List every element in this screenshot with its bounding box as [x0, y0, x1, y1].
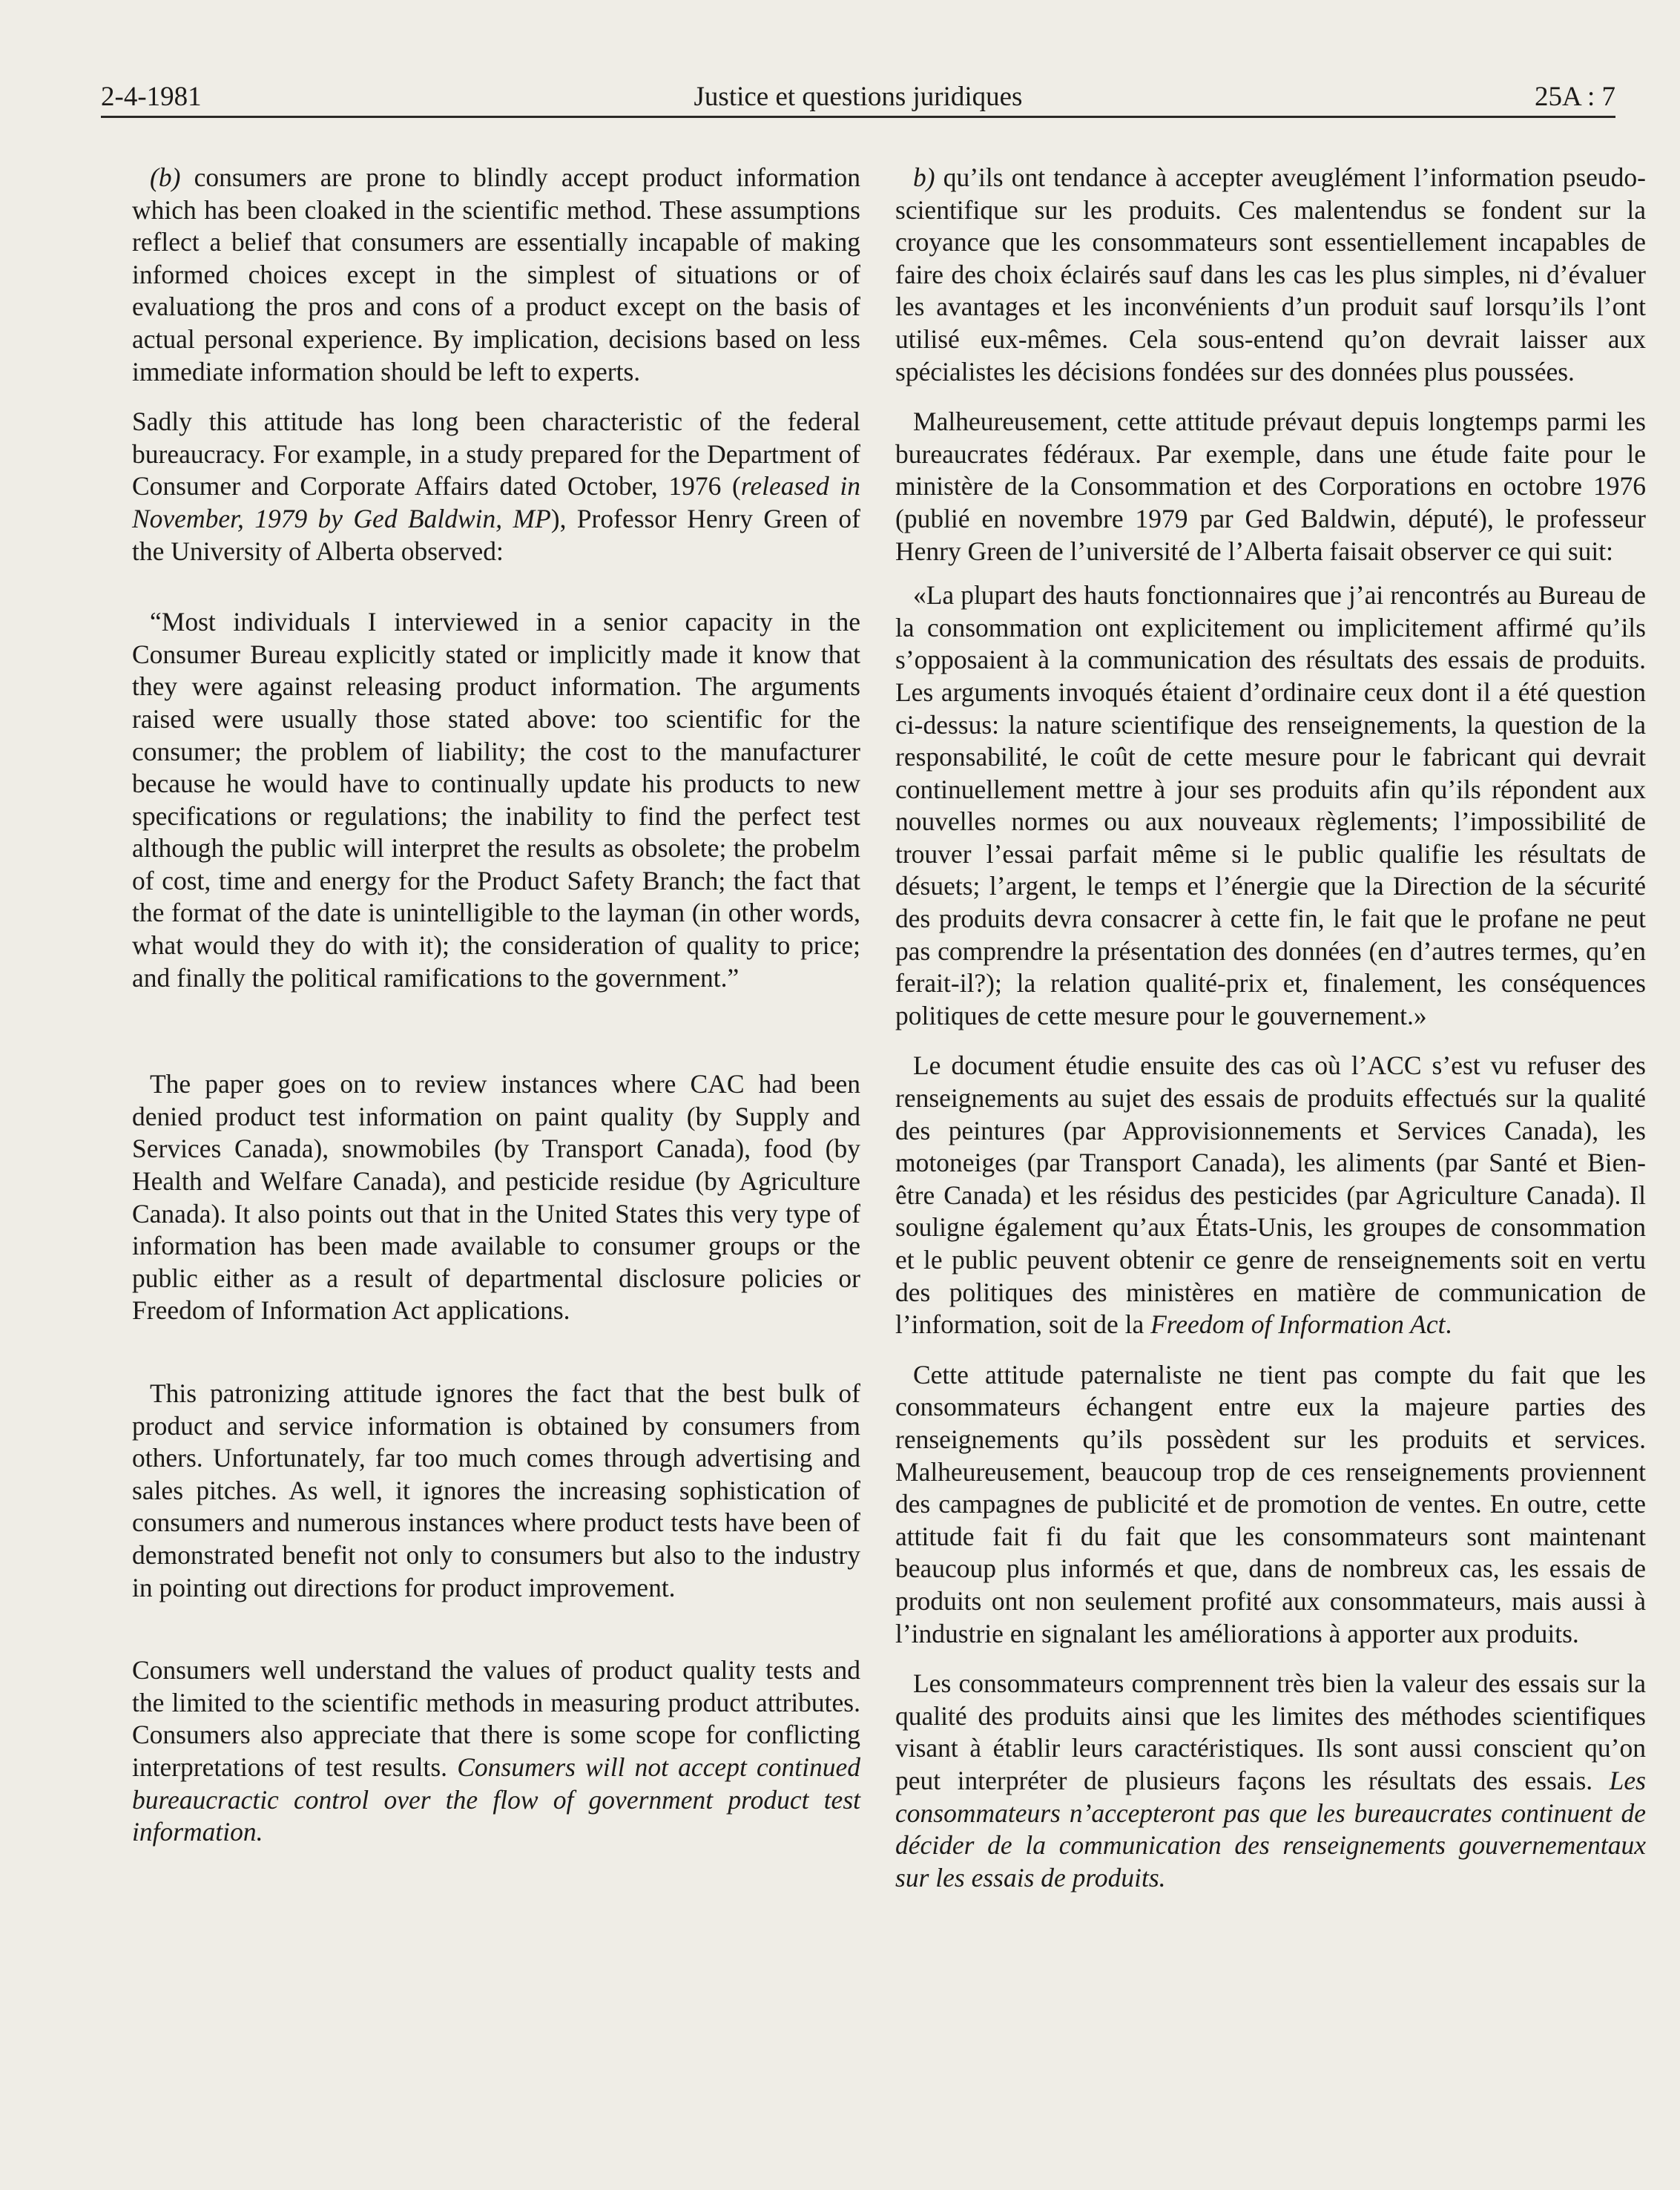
fr-paragraph-2: Malheureusement, cette attitude prévaut depuis longtemps parmi les bureaucrates fédéraux. Par exemple, dans une étude faite pour le ministère de la Consommation et des Corporations en octobre 1976 (publié en novembre 1979 par Ged Baldwin, député), le professeur Henry Green de l’université de l’Alberta faisait observer ce qui suit: — [895, 407, 1646, 566]
en-p2-text-a: Sadly this attitude has long been characteristic of the federal bureaucracy. For example, in a study prepared for the Department of Consumer and Corporate Affairs dated October, 1976 ( — [132, 407, 860, 502]
fr-paragraph-1 — [895, 162, 1646, 388]
french-column — [895, 162, 1646, 1894]
fr-paragraph-4 — [895, 1050, 1646, 1341]
en-paragraph-6 — [132, 1654, 860, 1849]
fr-p4-text: Le document étudie ensuite des cas où l’ACC s’est vu refuser des renseignements au sujet des essais de produits effectués sur la qualité des peintures (par Approvisionnements et Services Canada), les motoneiges (par Transport Canada), les aliments (par Santé et Bien-être Canada) et les résidus des pesticides (par Agriculture Canada). Il souligne également qu’aux États-Unis, les groupes de consommation et le public peuvent obtenir ce genre de renseignements soit en vertu des politiques des ministères en matière de communication de l’information, soit de la — [895, 1050, 1646, 1340]
fr-p4-italic: Freedom of Information Act — [1150, 1309, 1446, 1340]
en-paragraph-4: The paper goes on to review instances where CAC had been denied product test information on paint quality (by Supply and Services Canada), snowmobiles (by Transport Canada), food (by Health and Welfare Canada), and pesticide residue (by Agriculture Canada). It also points out that in the United States this very type of information has been made available to consumer groups or the public either as a result of departmental disclosure policies or Freedom of Information Act applications. — [132, 1069, 860, 1326]
en-paragraph-1 — [132, 162, 860, 388]
en-p1-text: consumers are prone to blindly accept product information which has been cloaked in the scientific method. These assumptions reflect a belief that consumers are essentially incapable of making informed choices except in the simplest of situations or of evaluationg the pros and cons of a product except on the basis of actual personal experience. By implication, decisions based on less immediate information should be left to experts. — [132, 162, 860, 387]
header-page-number: 25A : 7 — [1535, 82, 1615, 112]
fr-quote: «La plupart des hauts fonctionnaires que j’ai rencontrés au Bureau de la consommation ont explicitement ou implicitement affirmé qu’ils s’opposaient à la communication des résultats des essais de produits. Les arguments invoqués étaient d’ordinaire ceux dont il a été question ci-dessus: la nature scientifique des renseignements, la question de la responsabilité, le coût de cette mesure pour le fabricant qui devrait continuellement mettre à jour ses produits afin qu’ils répondent aux nouvelles normes ou aux nouveaux règlements; l’impossibilité de trouver l’essai parfait même si le public qualifie les résultats de désuets; l’argent, le temps et l’énergie que la Direction de la sécurité des produits devra consacrer à cette fin, le fait que le profane ne peut pas comprendre la présentation des données (en d’autres termes, qu’en ferait-il?); la relation qualité-prix et, finalement, les conséquences politiques de cette mesure pour le gouvernement.» — [895, 580, 1646, 1030]
en-quote: “Most individuals I interviewed in a senior capacity in the Consumer Bureau explicitly stated or implicitly made it know that they were against releasing product information. The arguments raised were usually those stated above: too scientific for the consumer; the problem of liability; the cost to the manufacturer because he would have to continually update his products to new specifications or regulations; the inability to find the perfect test although the public will interpret the results as obsolete; the probelm of cost, time and energy for the Product Safety Branch; the fact that the format of the date is unintelligible to the layman (in other words, what would they do with it); the consideration of quality to price; and finally the political ramifications to the government.” — [132, 607, 860, 993]
header-date: 2-4-1981 — [101, 82, 202, 112]
en-p6-italic: Consumers will not accept continued bureaucractic control over the flow of government product test information. — [132, 1752, 860, 1847]
fr-paragraph-6 — [895, 1668, 1646, 1894]
fr-p4-end: . — [1445, 1309, 1452, 1340]
fr-p6-italic: Les consommateurs n’accepteront pas que les bureaucrates continuent de décider de la communication des renseignements gouvernementaux sur les essais de produits. — [895, 1765, 1646, 1893]
en-paragraph-5: This patronizing attitude ignores the fact that the best bulk of product and service information is obtained by consumers from others. Unfortunately, far too much comes through advertising and sales pitches. As well, it ignores the increasing sophistication of consumers and numerous instances where product tests have been of demonstrated benefit not only to consumers but also to the industry in pointing out directions for product improvement. — [132, 1378, 860, 1602]
fr-p6-text: Les consommateurs comprennent très bien la valeur des essais sur la qualité des produits ainsi que les limites des méthodes scientifiques visant à établir leurs caractéristiques. Ils sont aussi conscient qu’on peut interpréter de plusieurs façons les résultats des essais. — [895, 1668, 1646, 1795]
en-paragraph-2 — [132, 406, 860, 568]
page-header — [101, 74, 1615, 119]
header-rule — [101, 116, 1615, 118]
en-p6-text: Consumers well understand the values of product quality tests and the limited to the scientific methods in measuring product attributes. Consumers also appreciate that there is some scope for conflicting interpretations of test results. — [132, 1655, 860, 1782]
en-p2-italic: released in November, 1979 by Ged Baldwin, MP — [132, 471, 860, 533]
en-p1-label: (b) — [150, 162, 181, 192]
en-p2-text-b: ), Professor Henry Green of the University of Alberta observed: — [132, 503, 860, 566]
fr-paragraph-5: Cette attitude paternaliste ne tient pas compte du fait que les consommateurs échangent entre eux la majeure parties des renseignements qu’ils possèdent sur les produits et services. Malheureusement, beaucoup trop de ces renseignements proviennent des campagnes de publicité et de promotion de ventes. En outre, cette attitude fait fi du fait que les consommateurs sont maintenant beaucoup plus informés et que, dans de nombreux cas, les essais de produits ont non seulement profité aux consommateurs, mais aussi à l’industrie en signalant les améliorations à apporter aux produits. — [895, 1359, 1646, 1648]
english-column — [132, 162, 860, 1849]
fr-p1-text: qu’ils ont tendance à accepter aveuglément l’information pseudo-scientifique sur les produits. Ces malentendus se fondent sur la croyance que les consommateurs sont essentiellement incapables de faire des choix éclairés sauf dans les cas les plus simples, ni d’évaluer les avantages et les inconvénients d’un produit sauf lorsqu’ils l’ont utilisé eux-mêmes. Cela sous-entend qu’on devrait laisser aux spécialistes les décisions fondées sur des données plus poussées. — [895, 162, 1646, 387]
fr-p1-label: b) — [913, 162, 935, 192]
header-title: Justice et questions juridiques — [694, 82, 1023, 112]
